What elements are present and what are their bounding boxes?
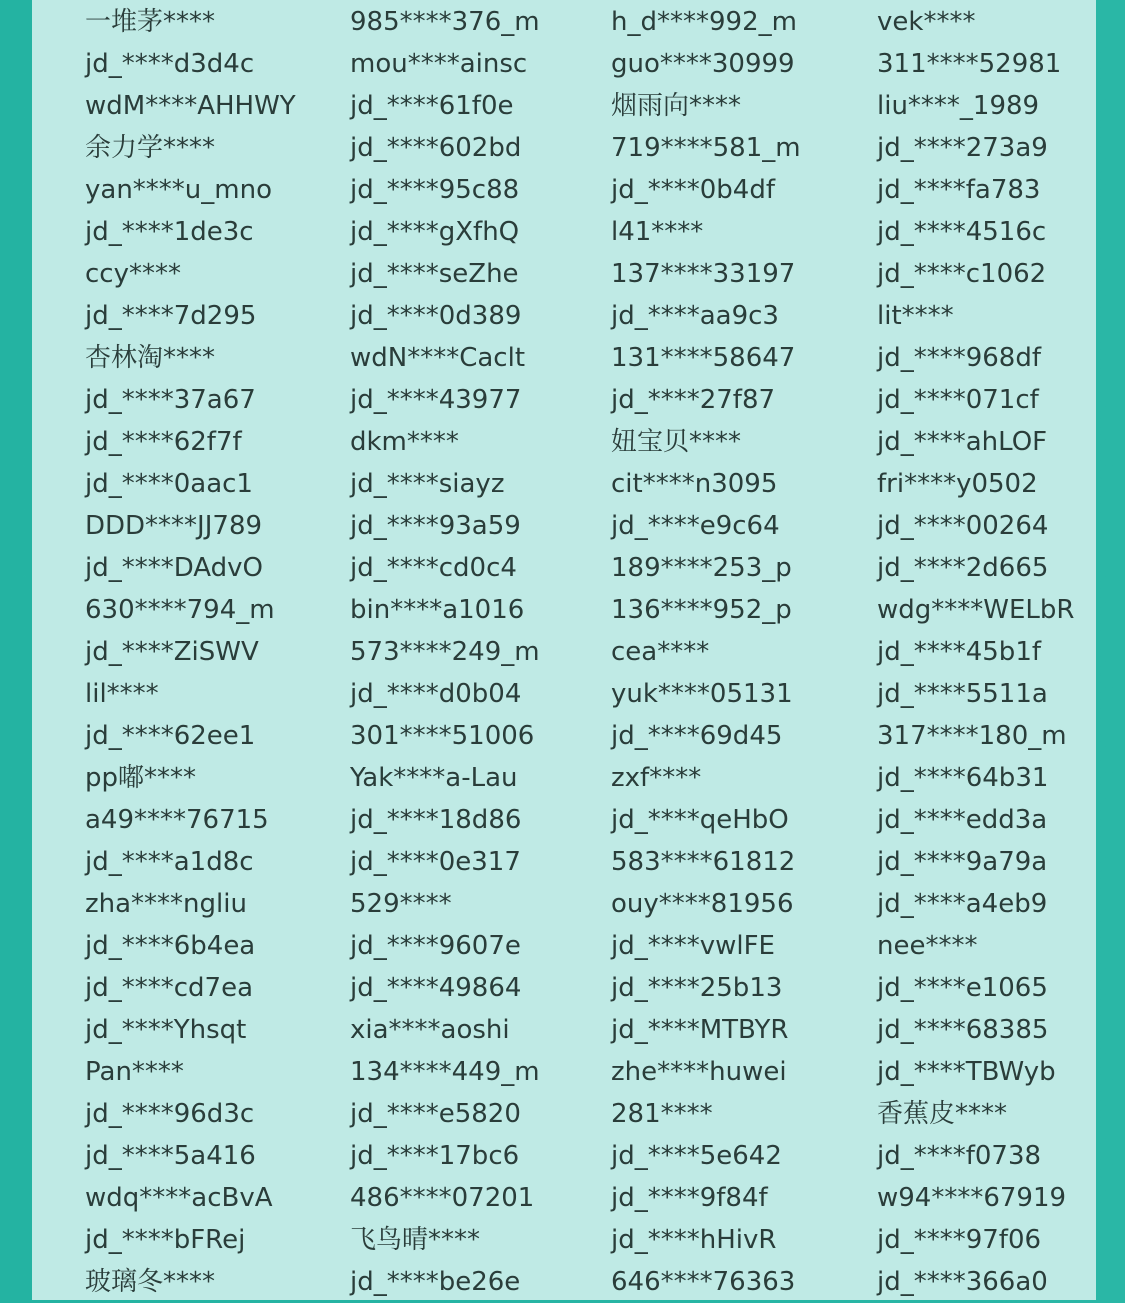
username-entry: 134****449_m [350, 1057, 540, 1087]
username-entry: ouy****81956 [611, 889, 794, 919]
username-entry: jd_****25b13 [611, 973, 783, 1003]
list-row [32, 43, 1096, 85]
username-entry: jd_****5a416 [85, 1141, 256, 1171]
username-entry: jd_****ZiSWV [85, 637, 259, 667]
username-entry: 一堆茅**** [85, 7, 216, 37]
username-entry: jd_****9f84f [611, 1183, 768, 1213]
username-entry: pp嘟**** [85, 763, 197, 793]
username-entry: vek**** [877, 7, 976, 37]
username-entry: jd_****fa783 [877, 175, 1041, 205]
list-row [32, 211, 1096, 253]
username-entry: jd_****0d389 [350, 301, 522, 331]
list-row [32, 1219, 1096, 1261]
username-entry: wdN****Caclt [350, 343, 526, 373]
list-row [32, 1093, 1096, 1135]
username-entry: jd_****68385 [877, 1015, 1049, 1045]
username-entry: 583****61812 [611, 847, 796, 877]
username-entry: jd_****edd3a [877, 805, 1048, 835]
username-entry: wdg****WELbR [877, 595, 1075, 625]
username-entry: jd_****e1065 [877, 973, 1048, 1003]
list-row [32, 505, 1096, 547]
username-entry: jd_****siayz [350, 469, 505, 499]
username-entry: jd_****c1062 [877, 259, 1047, 289]
username-entry: 985****376_m [350, 7, 540, 37]
username-entry: yuk****05131 [611, 679, 793, 709]
list-row [32, 1, 1096, 43]
username-entry: jd_****d3d4c [85, 49, 255, 79]
username-entry: jd_****9a79a [877, 847, 1048, 877]
username-entry: ccy**** [85, 259, 181, 289]
username-entry: jd_****49864 [350, 973, 522, 1003]
username-entry: fri****y0502 [877, 469, 1038, 499]
list-row [32, 337, 1096, 379]
username-entry: 719****581_m [611, 133, 801, 163]
username-entry: DDD****JJ789 [85, 511, 263, 541]
username-entry: jd_****a1d8c [85, 847, 254, 877]
username-entry: jd_****69d45 [611, 721, 783, 751]
user-list-grid [32, 0, 1096, 1300]
list-row [32, 757, 1096, 799]
username-entry: jd_****ahLOF [877, 427, 1048, 457]
username-entry: jd_****5e642 [611, 1141, 782, 1171]
username-entry: 妞宝贝**** [611, 427, 742, 457]
username-entry: jd_****7d295 [85, 301, 257, 331]
username-entry: jd_****43977 [350, 385, 522, 415]
username-entry: jd_****0b4df [611, 175, 775, 205]
username-entry: jd_****62ee1 [85, 721, 256, 751]
username-entry: jd_****qeHbO [611, 805, 789, 835]
list-row [32, 85, 1096, 127]
username-entry: 余力学**** [85, 133, 216, 163]
username-entry: jd_****62f7f [85, 427, 242, 457]
username-entry: zhe****huwei [611, 1057, 787, 1087]
username-entry: jd_****seZhe [350, 259, 519, 289]
username-entry: jd_****45b1f [877, 637, 1042, 667]
username-entry: jd_****071cf [877, 385, 1039, 415]
username-entry: Yak****a-Lau [350, 763, 518, 793]
username-entry: jd_****968df [877, 343, 1042, 373]
username-entry: wdq****acBvA [85, 1183, 273, 1213]
list-row [32, 169, 1096, 211]
username-entry: 香蕉皮**** [877, 1099, 1008, 1129]
list-row [32, 1261, 1096, 1303]
list-row [32, 379, 1096, 421]
username-entry: 573****249_m [350, 637, 540, 667]
username-entry: jd_****aa9c3 [611, 301, 779, 331]
username-entry: jd_****17bc6 [350, 1141, 520, 1171]
username-entry: cit****n3095 [611, 469, 778, 499]
username-entry: jd_****e5820 [350, 1099, 521, 1129]
username-entry: jd_****00264 [877, 511, 1049, 541]
username-entry: 311****52981 [877, 49, 1062, 79]
username-entry: 烟雨向**** [611, 91, 742, 121]
username-entry: zha****ngliu [85, 889, 247, 919]
username-entry: dkm**** [350, 427, 459, 457]
username-entry: 玻璃冬**** [85, 1267, 216, 1297]
list-row [32, 1135, 1096, 1177]
list-row [32, 715, 1096, 757]
username-entry: jd_****e9c64 [611, 511, 780, 541]
username-entry: jd_****6b4ea [85, 931, 256, 961]
username-entry: jd_****366a0 [877, 1267, 1048, 1297]
list-row [32, 967, 1096, 1009]
list-row [32, 547, 1096, 589]
username-entry: h_d****992_m [611, 7, 797, 37]
username-entry: 646****76363 [611, 1267, 796, 1297]
username-entry: jd_****273a9 [877, 133, 1048, 163]
username-entry: jd_****93a59 [350, 511, 521, 541]
username-entry: 317****180_m [877, 721, 1067, 751]
list-row [32, 631, 1096, 673]
username-entry: jd_****hHivR [611, 1225, 777, 1255]
username-entry: jd_****MTBYR [611, 1015, 789, 1045]
list-row [32, 589, 1096, 631]
username-entry: 飞鸟晴**** [350, 1225, 481, 1255]
list-row [32, 799, 1096, 841]
username-entry: xia****aoshi [350, 1015, 510, 1045]
username-entry: 529**** [350, 889, 452, 919]
username-entry: jd_****a4eb9 [877, 889, 1048, 919]
username-entry: 486****07201 [350, 1183, 535, 1213]
list-row [32, 295, 1096, 337]
list-row [32, 463, 1096, 505]
list-row [32, 883, 1096, 925]
list-row [32, 421, 1096, 463]
username-entry: jd_****2d665 [877, 553, 1049, 583]
username-entry: 301****51006 [350, 721, 535, 751]
username-entry: 131****58647 [611, 343, 796, 373]
username-entry: 137****33197 [611, 259, 796, 289]
username-entry: jd_****Yhsqt [85, 1015, 247, 1045]
list-row [32, 925, 1096, 967]
username-entry: 281**** [611, 1099, 713, 1129]
username-entry: 136****952_p [611, 595, 792, 625]
user-list-panel [32, 0, 1096, 1300]
username-entry: jd_****18d86 [350, 805, 522, 835]
username-entry: 杏林淘**** [85, 343, 216, 373]
username-entry: jd_****9607e [350, 931, 521, 961]
username-entry: guo****30999 [611, 49, 795, 79]
list-row [32, 1177, 1096, 1219]
username-entry: Pan**** [85, 1057, 184, 1087]
username-entry: liu****_1989 [877, 91, 1040, 121]
username-entry: wdM****AHHWY [85, 91, 296, 121]
username-entry: jd_****4516c [877, 217, 1047, 247]
username-entry: jd_****96d3c [85, 1099, 255, 1129]
username-entry: nee**** [877, 931, 978, 961]
username-entry: 630****794_m [85, 595, 275, 625]
username-entry: jd_****27f87 [611, 385, 776, 415]
username-entry: 189****253_p [611, 553, 792, 583]
username-entry: lil**** [85, 679, 159, 709]
username-entry: jd_****cd7ea [85, 973, 253, 1003]
username-entry: jd_****cd0c4 [350, 553, 517, 583]
username-entry: jd_****95c88 [350, 175, 520, 205]
username-entry: jd_****97f06 [877, 1225, 1042, 1255]
username-entry: jd_****37a67 [85, 385, 256, 415]
username-entry: jd_****f0738 [877, 1141, 1042, 1171]
list-row [32, 1051, 1096, 1093]
list-row [32, 127, 1096, 169]
username-entry: jd_****be26e [350, 1267, 521, 1297]
username-entry: jd_****61f0e [350, 91, 514, 121]
list-row [32, 673, 1096, 715]
username-entry: jd_****d0b04 [350, 679, 522, 709]
username-entry: mou****ainsc [350, 49, 528, 79]
username-entry: jd_****gXfhQ [350, 217, 520, 247]
username-entry: jd_****5511a [877, 679, 1048, 709]
username-entry: zxf**** [611, 763, 702, 793]
username-entry: lit**** [877, 301, 954, 331]
username-entry: bin****a1016 [350, 595, 525, 625]
list-row [32, 253, 1096, 295]
username-entry: l41**** [611, 217, 704, 247]
username-entry: jd_****0e317 [350, 847, 521, 877]
username-entry: jd_****602bd [350, 133, 522, 163]
username-entry: jd_****vwlFE [611, 931, 775, 961]
username-entry: a49****76715 [85, 805, 269, 835]
list-row [32, 841, 1096, 883]
username-entry: jd_****1de3c [85, 217, 254, 247]
username-entry: w94****67919 [877, 1183, 1067, 1213]
username-entry: jd_****0aac1 [85, 469, 253, 499]
username-entry: jd_****bFRej [85, 1225, 246, 1255]
username-entry: jd_****64b31 [877, 763, 1049, 793]
username-entry: cea**** [611, 637, 710, 667]
username-entry: yan****u_mno [85, 175, 272, 205]
username-entry: jd_****TBWyb [877, 1057, 1056, 1087]
username-entry: jd_****DAdvO [85, 553, 263, 583]
list-row [32, 1009, 1096, 1051]
